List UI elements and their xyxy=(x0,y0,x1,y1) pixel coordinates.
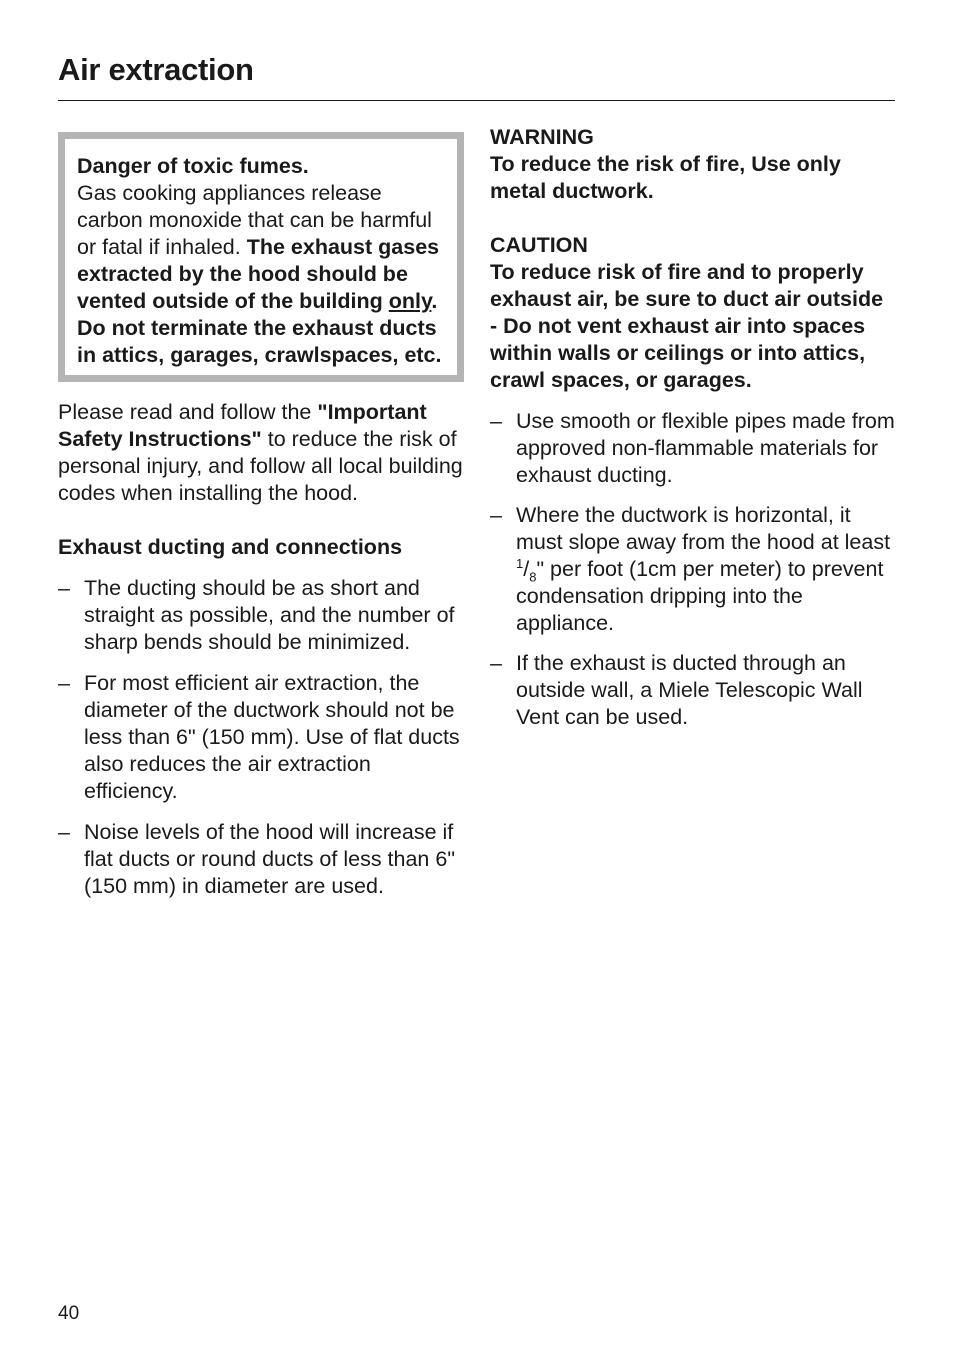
warning-text: To reduce the risk of fire, Use only metal ductwork. xyxy=(490,152,841,203)
dash-marker: – xyxy=(58,576,70,600)
page-title: Air extraction xyxy=(58,52,254,87)
dash-marker: – xyxy=(58,671,70,695)
warning-box-plain-text: Gas cooking appliances release carbon monoxide that can be harmful or fatal if inhaled. xyxy=(77,181,432,259)
fraction-slash: / xyxy=(523,557,530,581)
list-item xyxy=(490,408,895,489)
list-item-text: Noise levels of the hood will increase if flat ducts or round ducts of less than 6" (150 mm) in diameter are used. xyxy=(84,820,455,898)
list-item xyxy=(490,650,895,731)
list-item-text: For most efficient air extraction, the diameter of the ductwork should not be less than 6" (150 mm). Use of flat ducts also reduces the air extraction efficiency. xyxy=(84,671,460,803)
intro-paragraph xyxy=(58,399,464,507)
dash-marker: – xyxy=(490,651,502,675)
list-item xyxy=(490,502,895,637)
title-divider xyxy=(58,100,895,101)
warning-box-period: . xyxy=(431,289,438,313)
page-number: 40 xyxy=(58,1303,80,1324)
dash-marker: – xyxy=(490,409,502,433)
list-item-text: The ducting should be as short and straight as possible, and the number of sharp bends should be minimized. xyxy=(84,576,455,654)
section-subheading: Exhaust ducting and connections xyxy=(58,535,403,559)
warning-label: WARNING xyxy=(490,125,594,149)
warning-box-bold-text-2: Do not terminate the exhaust ducts in attics, garages, crawlspaces, etc. xyxy=(77,316,442,367)
fraction-denominator: 8 xyxy=(529,569,537,585)
caution-text: To reduce risk of fire and to properly exhaust air, be sure to duct air outside - Do not vent exhaust air into spaces within walls or ceilings or into attics, crawl spaces, or garages. xyxy=(490,260,884,392)
list-item-text: Where the ductwork is horizontal, it must slope away from the hood at least xyxy=(516,503,891,554)
right-column xyxy=(490,124,895,731)
ductwork-bullet-list xyxy=(490,408,895,731)
warning-box-heading: Danger of toxic fumes. xyxy=(77,154,309,178)
dash-marker: – xyxy=(490,503,502,527)
dash-marker: – xyxy=(58,820,70,844)
list-item-text: Use smooth or flexible pipes made from approved non-flammable materials for exhaust ducting. xyxy=(516,409,895,487)
toxic-fumes-warning-box xyxy=(58,132,464,382)
list-item-text: If the exhaust is ducted through an outside wall, a Miele Telescopic Wall Vent can be used. xyxy=(516,651,863,729)
list-item xyxy=(58,670,464,805)
intro-bold-reference: "Important Safety Instructions" xyxy=(58,400,427,451)
warning-box-underlined-word: only xyxy=(388,289,432,313)
intro-text-1: Please read and follow the xyxy=(58,400,318,424)
list-item xyxy=(58,819,464,900)
ducting-bullet-list xyxy=(58,575,464,900)
caution-label: CAUTION xyxy=(490,233,588,257)
warning-box-bold-text: The exhaust gases extracted by the hood should be vented outside of the building xyxy=(77,235,440,313)
list-item-text-continued: " per foot (1cm per meter) to prevent condensation dripping into the appliance. xyxy=(516,557,884,635)
list-item xyxy=(58,575,464,656)
intro-text-2: to reduce the risk of personal injury, and follow all local building codes when installing the hood. xyxy=(58,427,463,505)
fraction-numerator: 1 xyxy=(516,555,524,571)
warning-box-text xyxy=(77,180,445,315)
left-column xyxy=(58,132,464,900)
